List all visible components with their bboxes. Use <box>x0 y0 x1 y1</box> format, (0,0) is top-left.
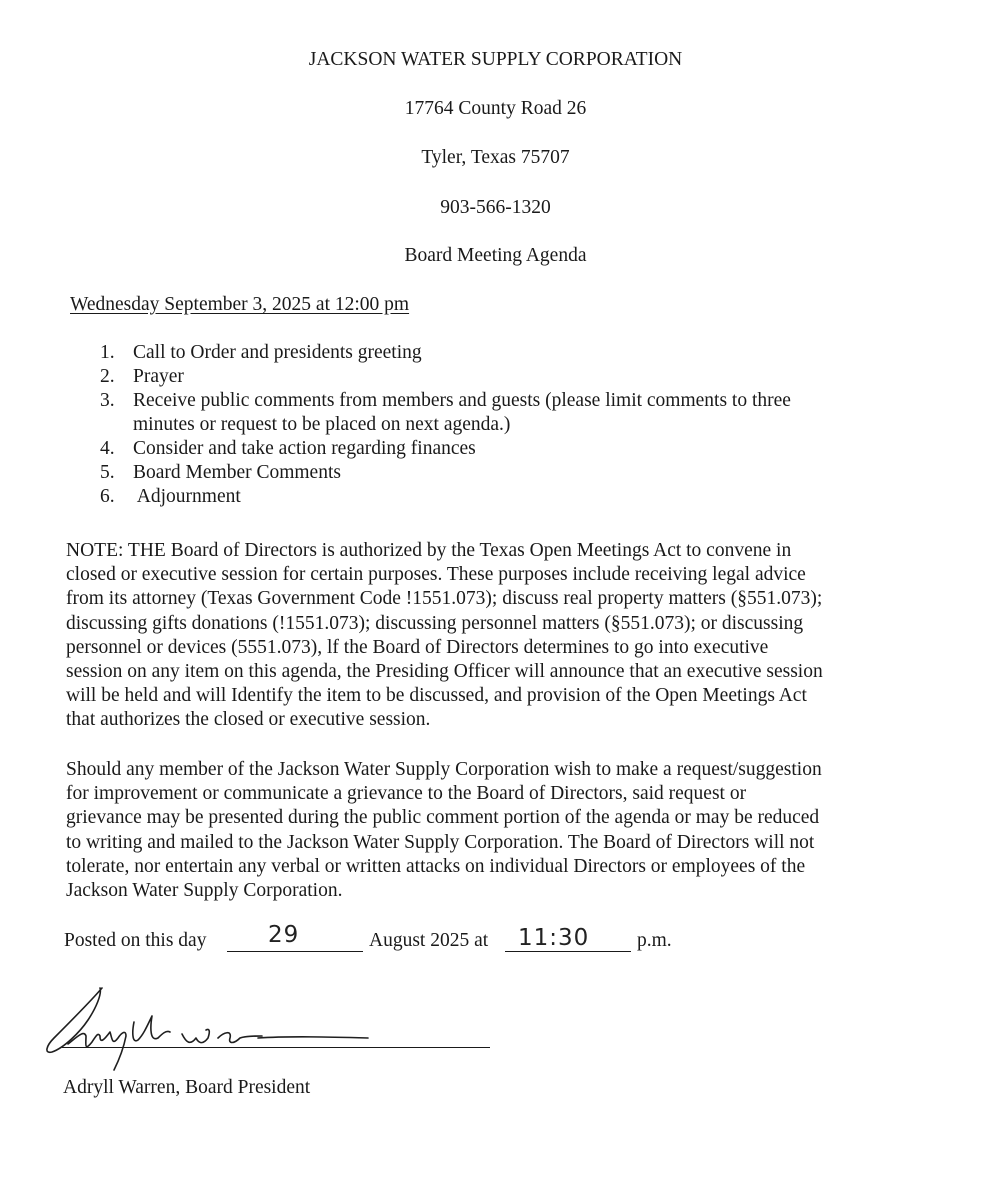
grievance-paragraph <box>66 758 906 903</box>
note-line: that authorizes the closed or executive session. <box>66 709 431 731</box>
posted-month-year: August 2025 at <box>369 930 489 951</box>
posted-suffix: p.m. <box>637 930 672 951</box>
note-line: from its attorney (Texas Government Code !1551.073); discuss real property matters (§551.073); <box>66 588 823 610</box>
executive-session-note <box>66 539 906 733</box>
agenda-item-number: 4. <box>100 438 115 459</box>
organization-name: JACKSON WATER SUPPLY CORPORATION <box>308 49 683 70</box>
grievance-line: grievance may be presented during the public comment portion of the agenda or may be reduced <box>66 807 820 829</box>
agenda-list <box>70 341 863 509</box>
agenda-item-number: 5. <box>100 462 115 483</box>
posted-prefix: Posted on this day <box>64 930 207 951</box>
agenda-item-number: 2. <box>100 366 115 387</box>
agenda-item <box>70 485 863 509</box>
signer-name-title: Adryll Warren, Board President <box>63 1077 311 1098</box>
agenda-item-text: Receive public comments from members and guests (please limit comments to three <box>133 390 791 411</box>
posted-time-handwritten: 11:30 <box>518 925 590 951</box>
day-blank-line <box>227 951 363 952</box>
grievance-line: for improvement or communicate a grievance to the Board of Directors, said request or <box>66 783 747 805</box>
address-line: 17764 County Road 26 <box>404 98 587 119</box>
agenda-item-text: Prayer <box>133 366 184 387</box>
signature-line <box>62 1047 490 1048</box>
time-blank-line <box>505 951 631 952</box>
note-line: discussing gifts donations (!1551.073); discussing personnel matters (§551.073); or discussing <box>66 612 804 634</box>
agenda-item <box>70 365 863 389</box>
grievance-line: tolerate, nor entertain any verbal or written attacks on individual Directors or employees of the <box>66 855 806 877</box>
note-line: closed or executive session for certain purposes. These purposes include receiving legal advice <box>66 564 806 586</box>
agenda-item <box>70 341 863 365</box>
signature-graphic <box>40 980 380 1075</box>
grievance-line: Jackson Water Supply Corporation. <box>66 880 343 902</box>
document-title: Board Meeting Agenda <box>404 245 587 266</box>
note-line: NOTE: THE Board of Directors is authorized by the Texas Open Meetings Act to convene in <box>66 540 792 561</box>
note-line: will be held and will Identify the item to be discussed, and provision of the Open Meetings Act <box>66 685 807 707</box>
meeting-date: Wednesday September 3, 2025 at 12:00 pm <box>70 294 410 315</box>
agenda-item-number: 1. <box>100 342 115 363</box>
note-line: session on any item on this agenda, the Presiding Officer will announce that an executive session <box>66 661 823 683</box>
phone-number: 903-566-1320 <box>440 197 551 218</box>
agenda-item-text: Board Member Comments <box>133 462 341 483</box>
agenda-item-number: 3. <box>100 390 115 411</box>
city-state-zip: Tyler, Texas 75707 <box>421 147 570 168</box>
agenda-item-text: Call to Order and presidents greeting <box>133 342 422 363</box>
agenda-item <box>70 461 863 485</box>
agenda-item <box>70 437 863 461</box>
grievance-line: to writing and mailed to the Jackson Water Supply Corporation. The Board of Directors will not <box>66 831 815 853</box>
agenda-item-number: 6. <box>100 486 115 507</box>
posted-day-handwritten: 29 <box>268 922 300 948</box>
agenda-item-text: Adjournment <box>133 486 241 507</box>
agenda-item-text-continued: minutes or request to be placed on next agenda.) <box>133 414 511 435</box>
grievance-line: Should any member of the Jackson Water Supply Corporation wish to make a request/suggestion <box>66 759 822 780</box>
note-line: personnel or devices (5551.073), lf the Board of Directors determines to go into executive <box>66 636 769 658</box>
agenda-item <box>70 389 863 437</box>
agenda-item-text: Consider and take action regarding finances <box>133 438 476 459</box>
